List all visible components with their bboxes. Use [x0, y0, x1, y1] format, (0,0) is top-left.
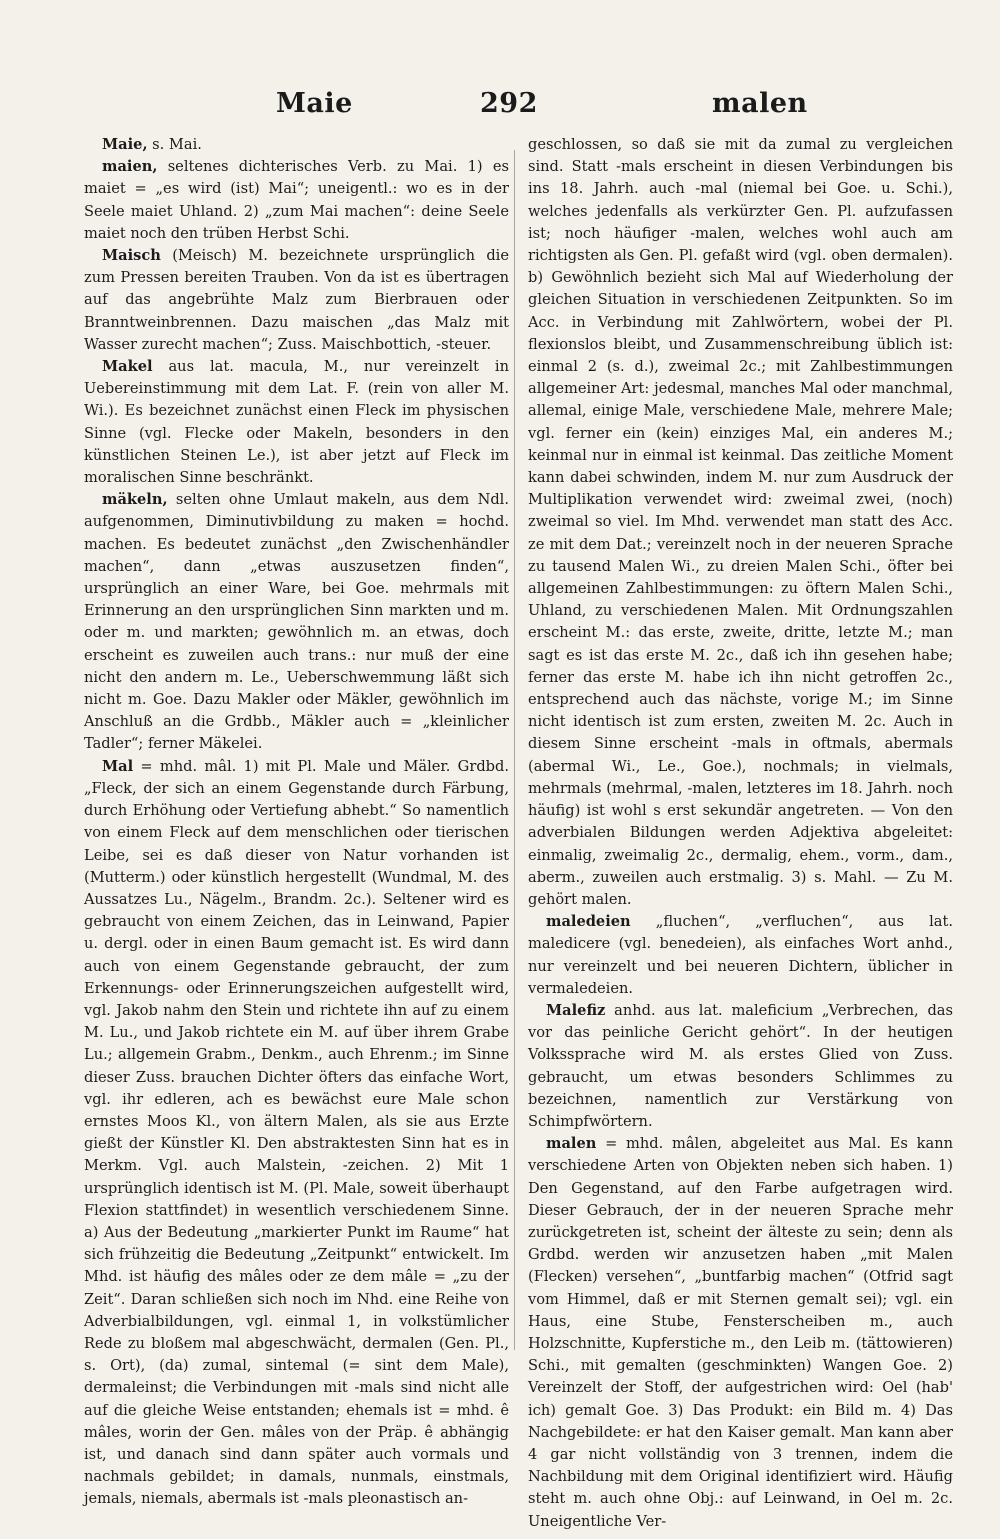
left-column: [84, 134, 509, 1511]
entry-text: anhd. aus lat. maleficium „Verbrechen, das vor das peinliche Gericht gehört“. In der heutigen Volkssprache wird M. als erstes Glied von Zuss. gebraucht, um etwas besonders Schlimmes zu bezeichnen, namentlich zur Verstärkung von Schimpfwörtern.: [528, 1001, 953, 1130]
running-head: [0, 88, 1000, 128]
entry: [84, 356, 509, 489]
entry: [84, 134, 509, 156]
entry: [528, 1000, 953, 1133]
entry-text: = mhd. mâl. 1) mit Pl. Male und Mäler. Grdbd. „Fleck, der sich an einem Gegenstande durch Färbung, durch Erhöhung oder Vertiefung abhebt.“ So namentlich von einem Fleck auf dem menschlichen oder tierischen Leibe, sei es daß dieser von Natur vorhanden ist (Mutterm.) oder künstlich hergestellt (Wundmal, M. des Aussatzes Lu., Nägelm., Brandm. 2c.). Seltener wird es gebraucht von einem Zeichen, das in Leinwand, Papier u. dergl. oder in einen Baum gemacht ist. Es wird dann auch von einem Gegenstande gebraucht, der zum Erkennungs- oder Erinnerungszeichen aufgestellt wird, vgl. Jakob nahm den Stein und richtete ihn auf zu einem M. Lu., und Jakob richtete ein M. auf über ihrem Grabe Lu.; allgemein Grabm., Denkm., auch Ehrenm.; im Sinne dieser Zuss. brauchen Dichter öfters das einfache Wort, vgl. ihr edleren, ach es bewächst eure Male schon ernstes Moos Kl., von ältern Malen, als sie aus Erzte gießt der Künstler Kl. Den abstraktesten Sinn hat es in Merkm. Vgl. auch Malstein, -zeichen. 2) Mit 1 ursprünglich identisch ist M. (Pl. Male, soweit überhaupt Flexion stattfindet) in wesentlich verschiedenem Sinne. a) Aus der Bedeutung „markierter Punkt im Raume“ hat sich frühzeitig die Bedeutung „Zeitpunkt“ entwickelt. Im Mhd. ist häufig des mâles oder ze dem mâle = „zu der Zeit“. Daran schließen sich noch im Nhd. eine Reihe von Adverbialbildungen, vgl. einmal 1, in volkstümlicher Rede zu bloßem mal abgeschwächt, dermalen (Gen. Pl., s. Ort), (da) zumal, sintemal (= sint dem Male), dermaleinst; die Verbindungen mit -mals sind nicht alle auf die gleiche Weise entstanden; ehemals ist = mhd. ê mâles, worin der Gen. mâles von der Präp. ê abhängig ist, und danach sind dann später auch vormals und nachmals gebildet; in damals, nunmals, einstmals, jemals, niemals, abermals ist -mals pleonastisch an-: [84, 757, 509, 1508]
entry-headword: malen: [546, 1135, 597, 1153]
entry-headword: Mal: [102, 757, 134, 775]
entry: [84, 489, 509, 755]
entry-text: = mhd. mâlen, abgeleitet aus Mal. Es kann verschiedene Arten von Objekten neben sich haben. 1) Den Gegenstand, auf den Farbe aufgetragen wird. Dieser Gebrauch, der in der neueren Sprache mehr zurückgetreten ist, scheint der älteste zu sein; denn als Grdbd. werden wir anzusetzen haben „mit Malen (Flecken) versehen“, „buntfarbig machen“ (Otfrid sagt vom Himmel, daß er mit Sternen gemalt sei); vgl. ein Haus, eine Stube, Fensterscheiben m., auch Holzschnitte, Kupferstiche m., den Leib m. (tättowieren) Schi., mit gemalten (geschminkten) Wangen Goe. 2) Vereinzelt der Stoff, der aufgestrichen wird: Oel (hab' ich) gemalt Goe. 3) Das Produkt: ein Bild m. 4) Das Nachgebildete: er hat den Kaiser gemalt. Man kann aber 4 gar nicht vollständig von 3 trennen, indem die Nachbildung mit dem Original identifiziert wird. Häufig steht m. auch ohne Obj.: auf Leinwand, in Oel m. 2c. Uneigentliche Ver-: [528, 1135, 953, 1530]
entry-headword: Makel: [102, 358, 153, 376]
entry-headword: Malefiz: [546, 1001, 606, 1019]
entry-text: „fluchen“, „verfluchen“, aus lat. maledicere (vgl. benedeien), als einfaches Wort anhd., nur vereinzelt und bei neueren Dichtern, üblicher in vermaledeien.: [528, 913, 953, 997]
right-column: [528, 134, 953, 1533]
column-divider: [514, 150, 515, 1350]
entry-text: seltenes dichterisches Verb. zu Mai. 1) es maiet = „es wird (ist) Mai“; uneigentl.: wo es in der Seele maiet Uhland. 2) „zum Mai machen“: deine Seele maiet noch den trüben Herbst Schi.: [84, 158, 509, 242]
entry: [84, 156, 509, 245]
entry-text: selten ohne Umlaut makeln, aus dem Ndl. aufgenommen, Diminutivbildung zu maken = hochd. machen. Es bedeutet zunächst „den Zwischenhändler machen“, dann „etwas auszusetzen finden“, ursprünglich an einer Ware, bei Goe. mehrmals mit Erinnerung an den ursprünglichen Sinn markten und m. oder m. und markten; gewöhnlich m. an etwas, doch erscheint es zuweilen auch trans.: nur muß der eine nicht den andern m. Le., Ueberschwemmung läßt sich nicht m. Goe. Dazu Makler oder Mäkler, gewöhnlich im Anschluß an die Grdbb., Mäkler auch = „kleinlicher Tadler“; ferner Mäkelei.: [84, 491, 509, 753]
entry-headword: Maisch: [102, 247, 161, 265]
entry-text: s. Mai.: [147, 136, 202, 153]
header-left-word: Maie: [276, 88, 353, 119]
entry-headword: maien,: [102, 158, 158, 176]
entry: [84, 756, 509, 1511]
entry: [528, 1133, 953, 1533]
page-number: 292: [480, 88, 538, 119]
entry-headword: Maie,: [102, 136, 148, 153]
entry-headword: mäkeln,: [102, 491, 168, 509]
entry-continuation: [528, 134, 953, 911]
entry: [84, 245, 509, 356]
entry: [528, 911, 953, 1000]
entry-text: (Meisch) M. bezeichnete ursprünglich die zum Pressen bereiten Trauben. Von da ist es übertragen auf das angebrühte Malz zum Bierbrauen oder Branntweinbrennen. Dazu maischen „das Malz mit Wasser zurecht machen“; Zuss. Maischbottich, -steuer.: [84, 247, 509, 353]
entry-headword: maledeien: [546, 913, 631, 931]
header-right-word: malen: [712, 88, 808, 119]
entry-text: aus lat. macula, M., nur vereinzelt in Uebereinstimmung mit dem Lat. F. (rein von aller M. Wi.). Es bezeichnet zunächst einen Fleck im physischen Sinne (vgl. Flecke oder Makeln, besonders in den künstlichen Steinen Le.), ist aber jetzt auf Fleck im moralischen Sinne beschränkt.: [84, 358, 509, 487]
entry-text: geschlossen, so daß sie mit da zumal zu vergleichen sind. Statt -mals erscheint in diesen Verbindungen bis ins 18. Jahrh. auch -mal (niemal bei Goe. u. Schi.), welches jedenfalls als verkürzter Gen. Pl. aufzufassen ist; noch häufiger -malen, welches wohl auch am richtigsten als Gen. Pl. gefaßt wird (vgl. oben dermalen). b) Gewöhnlich bezieht sich Mal auf Wiederholung der gleichen Situation in verschiedenen Zeitpunkten. So im Acc. in Verbindung mit Zahlwörtern, wobei der Pl. flexionslos bleibt, und Zusammenschreibung üblich ist: einmal 2 (s. d.), zweimal 2c.; mit Zahlbestimmungen allgemeiner Art: jedesmal, manches Mal oder manchmal, allemal, einige Male, verschiedene Male, mehrere Male; vgl. ferner ein (kein) einziges Mal, ein anderes M.; keinmal nur in einmal ist keinmal. Das zeitliche Moment kann dabei schwinden, indem M. nur zum Ausdruck der Multiplikation verwendet wird: zweimal zwei, (noch) zweimal so viel. Im Mhd. verwendet man statt des Acc. ze mit dem Dat.; vereinzelt noch in der neueren Sprache zu tausend Malen Wi., zu dreien Malen Schi., öfter bei allgemeinen Zahlbestimmungen: zu öftern Malen Schi., Uhland, zu verschiedenen Malen. Mit Ordnungszahlen erscheint M.: das erste, zweite, dritte, letzte M.; man sagt es ist das erste M. 2c., daß ich ihn gesehen habe; ferner das erste M. habe ich ihn nicht getroffen 2c., entsprechend auch das nächste, vorige M.; im Sinne nicht identisch ist zum ersten, zweiten M. 2c. Auch in diesem Sinne erscheint -mals in oftmals, abermals (abermal Wi., Le., Goe.), nochmals; in vielmals, mehrmals (mehrmal, -malen, letzteres im 18. Jahrh. noch häufig) ist wohl s erst sekundär angetreten. — Von den adverbialen Bildungen werden Adjektiva abgeleitet: einmalig, zweimalig 2c., dermalig, ehem., vorm., dam., aberm., zuweilen auch erstmalig. 3) s. Mahl. — Zu M. gehört malen.: [528, 136, 953, 908]
